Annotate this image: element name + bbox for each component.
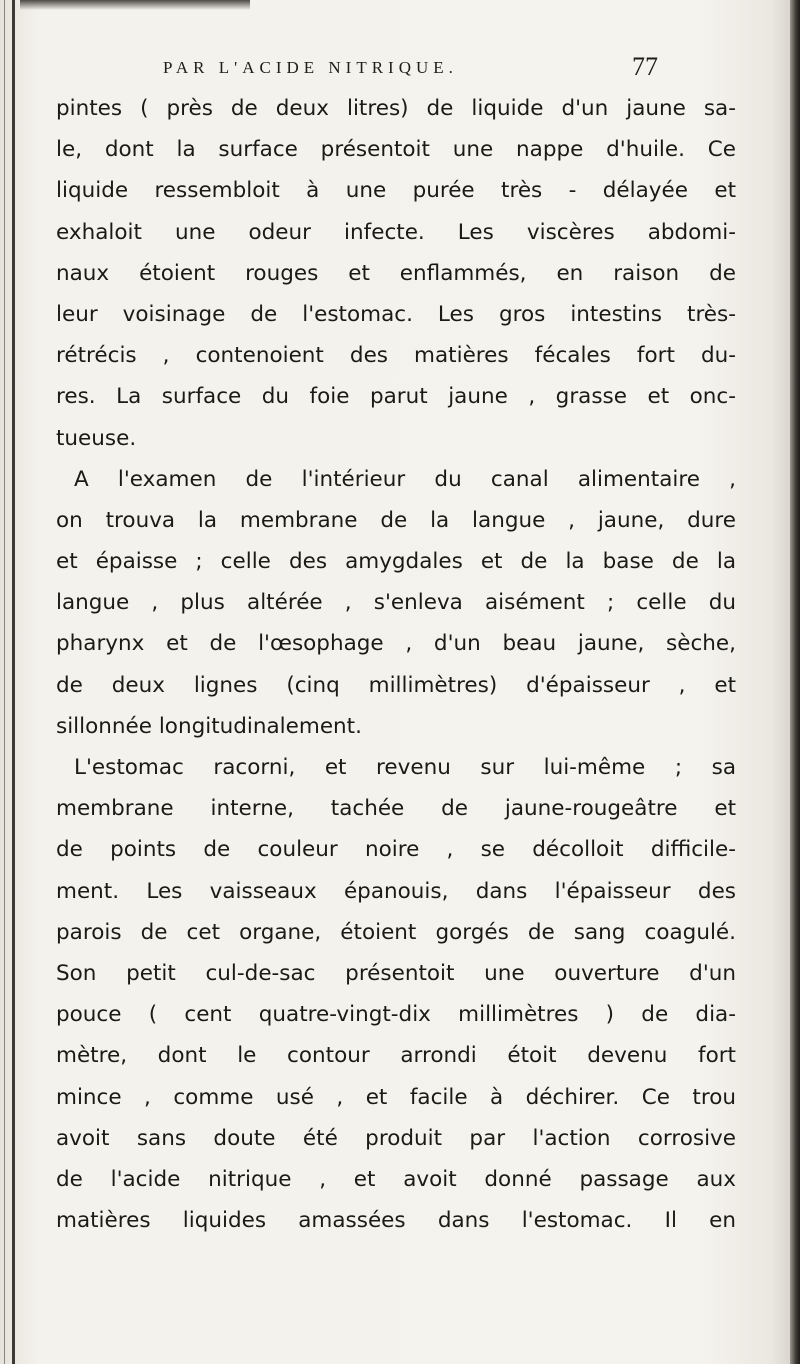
text-line: membrane interne, tachée de jaune-rougeâtre et <box>56 796 736 822</box>
top-edge-shadow <box>20 0 250 10</box>
text-line: leur voisinage de l'estomac. Les gros intestins très- <box>56 301 736 327</box>
text-line: le, dont la surface présentoit une nappe d'huile. Ce <box>56 137 736 163</box>
text-line: mètre, dont le contour arrondi étoit devenu fort <box>56 1043 736 1069</box>
text-line: avoit sans doute été produit par l'action corrosive <box>56 1125 736 1151</box>
text-line: pouce ( cent quatre-vingt-dix millimètres ) de dia- <box>56 1002 736 1028</box>
text-line: ment. Les vaisseaux épanouis, dans l'épaisseur des <box>56 878 736 904</box>
text-line: matières liquides amassées dans l'estomac. Il en <box>56 1208 736 1234</box>
text-line: A l'examen de l'intérieur du canal alimentaire , <box>74 466 736 492</box>
text-line: langue , plus altérée , s'enleva aisément ; celle du <box>56 590 736 616</box>
text-line: et épaisse ; celle des amygdales et de la base de la <box>56 549 736 575</box>
text-line: rétrécis , contenoient des matières fécales fort du- <box>56 343 736 369</box>
text-line: pharynx et de l'œsophage , d'un beau jaune, sèche, <box>56 631 736 657</box>
text-line: de points de couleur noire , se décolloit difficile- <box>56 837 736 863</box>
text-line: sillonnée longitudinalement. <box>56 713 362 739</box>
text-line: de deux lignes (cinq millimètres) d'épaisseur , et <box>56 672 736 698</box>
running-head: PAR L'ACIDE NITRIQUE. <box>163 58 458 77</box>
page-right-edge <box>790 0 800 1364</box>
page-number: 77 <box>632 52 658 81</box>
text-line: exhaloit une odeur infecte. Les viscères abdomi- <box>56 219 736 245</box>
text-line: parois de cet organe, étoient gorgés de sang coagulé. <box>56 919 736 945</box>
binding-edge <box>12 0 15 1364</box>
text-line: tueuse. <box>56 425 137 451</box>
text-line: res. La surface du foie parut jaune , grasse et onc- <box>56 384 736 410</box>
text-line: on trouva la membrane de la langue , jaune, dure <box>56 507 736 533</box>
text-line: naux étoient rouges et enflammés, en raison de <box>56 260 736 286</box>
binding-edge-thin <box>4 0 5 1364</box>
text-line: Son petit cul-de-sac présentoit une ouverture d'un <box>56 960 736 986</box>
body-text <box>56 88 736 1241</box>
text-line: pintes ( près de deux litres) de liquide d'un jaune sa- <box>56 96 736 121</box>
text-line: mince , comme usé , et facile à déchirer. Ce trou <box>56 1084 736 1110</box>
text-line: de l'acide nitrique , et avoit donné passage aux <box>56 1166 736 1192</box>
text-line: liquide ressembloit à une purée très - délayée et <box>56 178 736 204</box>
text-line: L'estomac racorni, et revenu sur lui-même ; sa <box>74 755 736 780</box>
